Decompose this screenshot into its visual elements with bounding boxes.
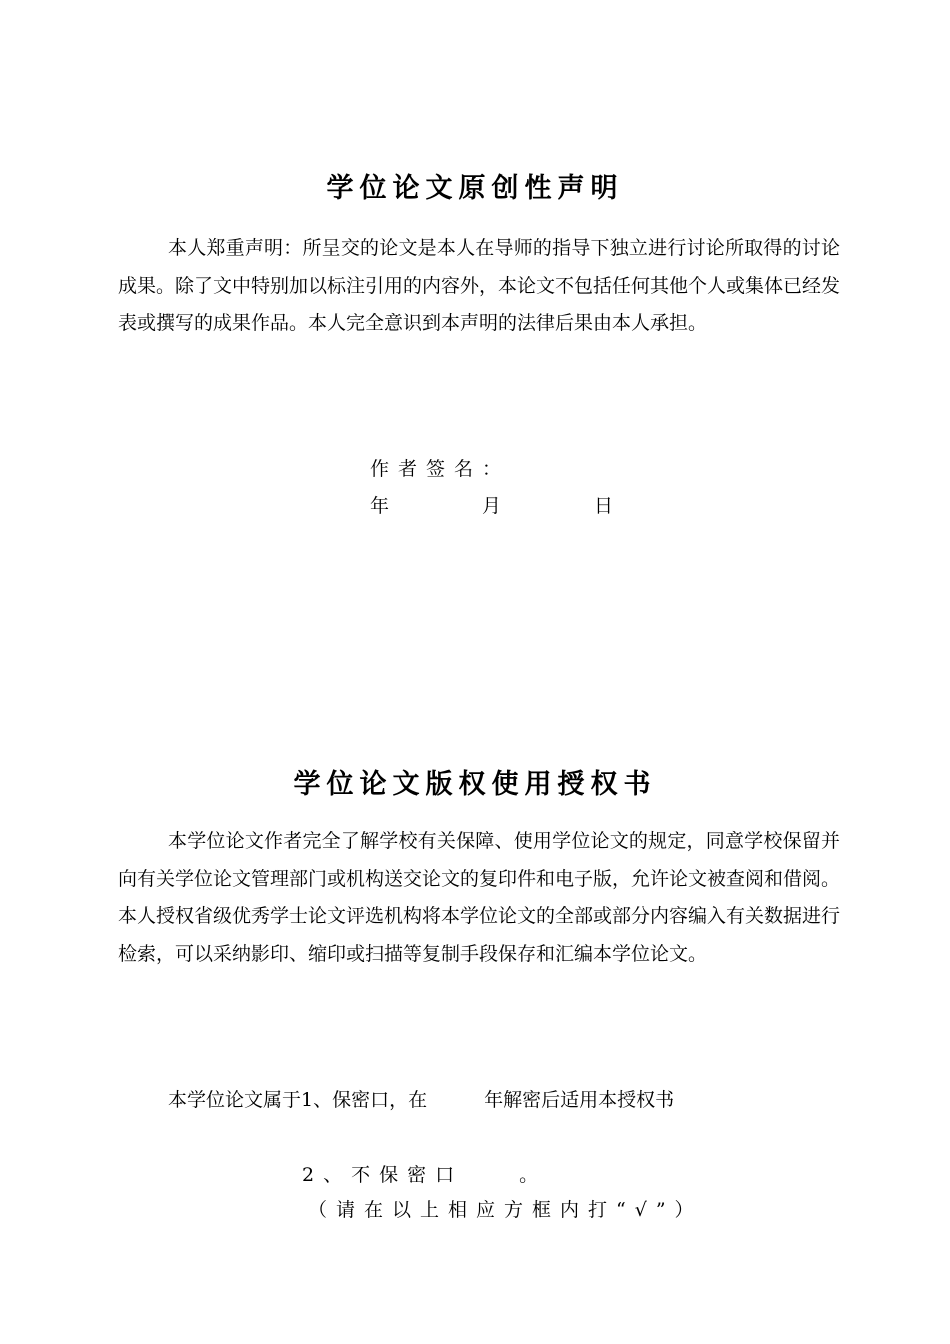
signature-date-line: 年 月 日 bbox=[370, 495, 623, 517]
checkbox-instruction: （请在以上相应方框内打“√”） bbox=[308, 1199, 703, 1221]
copyright-authorization-text: 本学位论文作者完全了解学校有关保障、使用学位论文的规定，同意学校保留并向有关学位论文管理部门或机构送交论文的复印件和电子版，允许论文被查阅和借阅。本人授权省级优秀学士论文评选机构将本学位论文的全部或部分内容编入有关数据进行检索，可以采纳影印、缩印或扫描等复制手段保存和汇编本学位论文。 bbox=[118, 830, 841, 965]
copyright-title: 学位论文版权使用授权书 bbox=[293, 769, 657, 800]
originality-statement: 本人郑重声明：所呈交的论文是本人在导师的指导下独立进行讨论所取得的讨论成果。除了文中特别加以标注引用的内容外，本论文不包括任何其他个人或集体已经发表或撰写的成果作品。本人完全意识到本声明的法律后果由本人承担。 bbox=[118, 237, 841, 334]
originality-title: 学位论文原创性声明 bbox=[326, 173, 624, 204]
secrecy-option-2: 2、不保密口 。 bbox=[302, 1164, 548, 1186]
secrecy-option-1: 本学位论文属于1、保密口，在 年解密后适用本授权书 bbox=[168, 1089, 675, 1111]
author-signature-label: 作者签名： bbox=[370, 458, 511, 480]
